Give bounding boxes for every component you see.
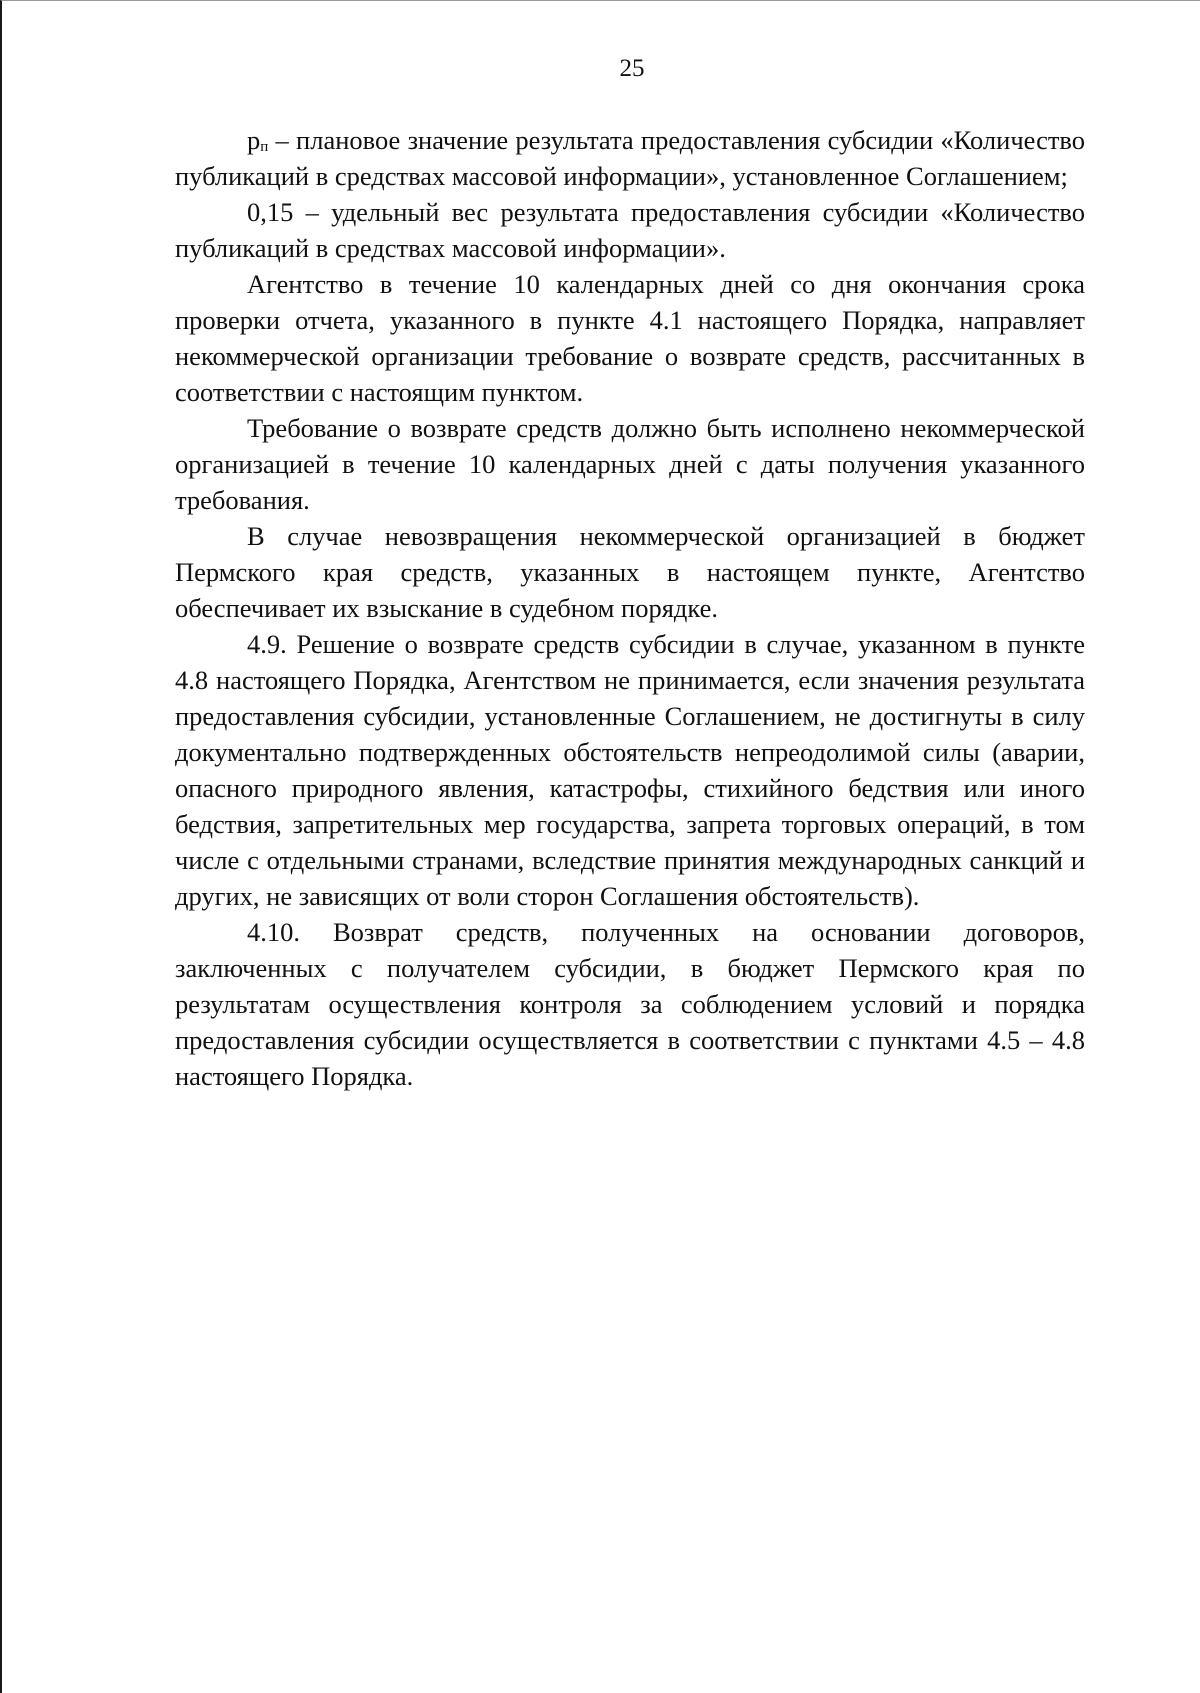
variable-symbol: $р_п$	[247, 125, 269, 155]
paragraph-4-9: 4.9. Решение о возврате средств субсидии в случае, указанном в пункте 4.8 настоящего Порядка, Агентством не принимается, если значения результата предоставления субсидии, установленные Соглашением, не достигнуты в силу документально подтвержденных обстоятельств непреодолимой силы (аварии, опасного природного явления, катастрофы, стихийного бедствия или иного бедствия, запретительных мер государства, запрета торговых операций, в том числе с отдельными странами, вследствие принятия международных санкций и других, не зависящих от воли сторон Соглашения обстоятельств).	[175, 629, 1085, 911]
paragraph-text: – плановое значение результата предоставления субсидии «Количество публикаций в средствах массовой информации», установленное Соглашением;	[175, 125, 1085, 191]
paragraph-agency-requirement: Агентство в течение 10 календарных дней со дня окончания срока проверки отчета, указанного в пункте 4.1 настоящего Порядка, направляет некоммерческой организации требование о возврате средств, рассчитанных в соответствии с настоящим пунктом.	[175, 269, 1085, 407]
page-number: 25	[619, 55, 645, 82]
paragraph-weight-definition: 0,15 – удельный вес результата предоставления субсидии «Количество публикаций в средствах массовой информации».	[175, 197, 1085, 263]
document-body	[175, 122, 1085, 1094]
paragraph-variable-definition	[175, 122, 1085, 194]
paragraph-court-recovery: В случае невозвращения некоммерческой организацией в бюджет Пермского края средств, указанных в настоящем пункте, Агентство обеспечивает их взыскание в судебном порядке.	[175, 521, 1085, 623]
paragraph-4-10: 4.10. Возврат средств, полученных на основании договоров, заключенных с получателем субсидии, в бюджет Пермского края по результатам осуществления контроля за соблюдением условий и порядка предоставления субсидии осуществляется в соответствии с пунктами 4.5 – 4.8 настоящего Порядка.	[175, 917, 1085, 1091]
paragraph-return-deadline: Требование о возврате средств должно быть исполнено некоммерческой организацией в течение 10 календарных дней с даты получения указанного требования.	[175, 413, 1085, 515]
